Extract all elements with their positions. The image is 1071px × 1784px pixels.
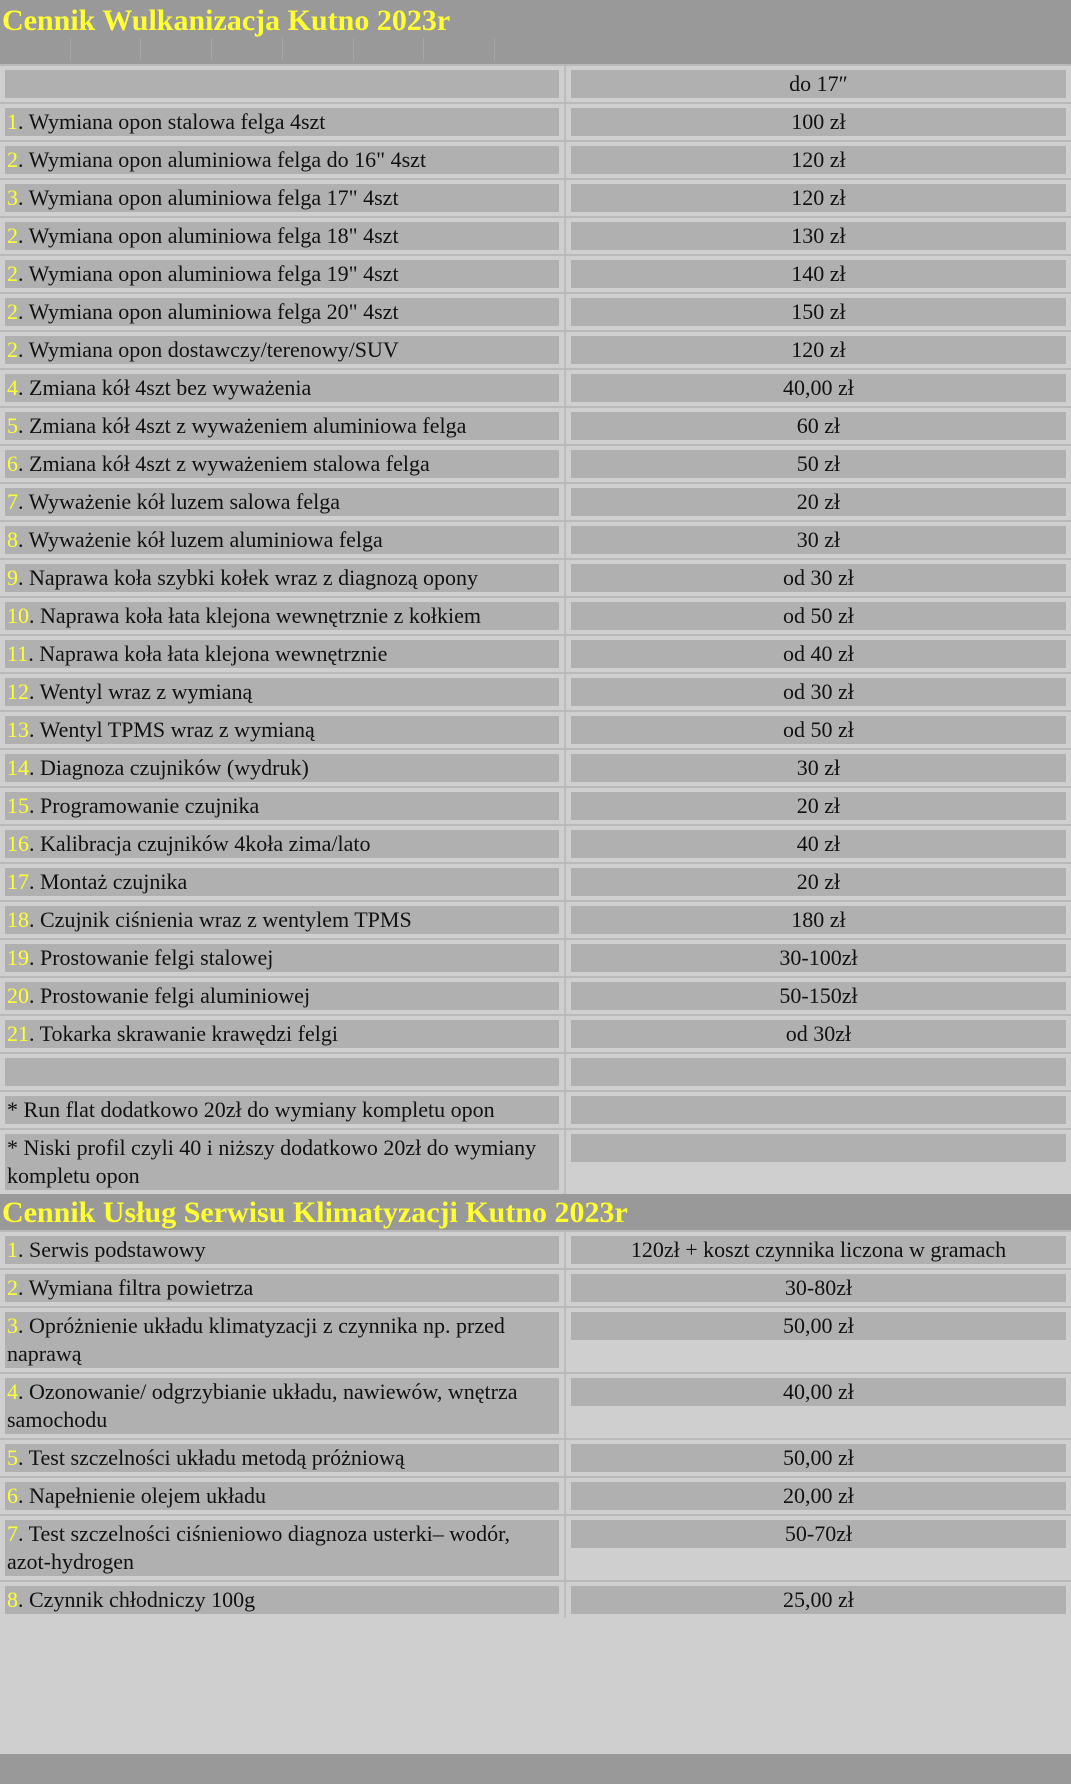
table-row — [0, 938, 1071, 976]
service-label — [5, 1378, 559, 1434]
tire-price-table — [0, 64, 1071, 1194]
table-row — [0, 292, 1071, 330]
service-price: od 30 zł — [571, 564, 1066, 592]
item-number: 3 — [7, 185, 18, 210]
service-label — [5, 1586, 559, 1614]
item-number: 7 — [7, 1521, 18, 1546]
service-price: 120 zł — [571, 184, 1066, 212]
service-label — [5, 944, 559, 972]
service-name: . Wymiana opon dostawczy/terenowy/SUV — [18, 337, 399, 362]
service-price: 100 zł — [571, 108, 1066, 136]
table-row — [0, 520, 1071, 558]
service-label — [5, 982, 559, 1010]
service-name: . Wymiana opon aluminiowa felga 17" 4szt — [18, 185, 399, 210]
service-price: od 40 zł — [571, 640, 1066, 668]
service-label — [5, 298, 559, 326]
item-number: 19 — [7, 945, 29, 970]
blank-cell — [571, 1058, 1066, 1086]
service-label — [5, 1444, 559, 1472]
table-row — [0, 596, 1071, 634]
tire-title: Cennik Wulkanizacja Kutno 2023r — [2, 4, 451, 37]
table-row — [0, 482, 1071, 520]
service-price: 20 zł — [571, 868, 1066, 896]
header-blank — [5, 70, 559, 98]
ac-title: Cennik Usług Serwisu Klimatyzacji Kutno 2023r — [2, 1196, 628, 1229]
service-name: . Wentyl wraz z wymianą — [29, 679, 253, 704]
service-name: . Wyważenie kół luzem salowa felga — [18, 489, 341, 514]
item-number: 9 — [7, 565, 18, 590]
service-name: . Wymiana opon aluminiowa felga 19" 4szt — [18, 261, 399, 286]
table-row — [0, 330, 1071, 368]
banner-strip — [0, 38, 495, 60]
bottom-bar — [0, 1754, 1071, 1784]
service-label — [5, 754, 559, 782]
service-price: 20,00 zł — [571, 1482, 1066, 1510]
table-row — [0, 1306, 1071, 1372]
service-price: 20 zł — [571, 488, 1066, 516]
item-number: 1 — [7, 1237, 18, 1262]
service-label — [5, 374, 559, 402]
item-number: 2 — [7, 147, 18, 172]
service-label — [5, 830, 559, 858]
item-number: 7 — [7, 489, 18, 514]
item-number: 15 — [7, 793, 29, 818]
note-text: * Run flat dodatkowo 20zł do wymiany kompletu opon — [5, 1096, 559, 1124]
table-row — [0, 1230, 1071, 1268]
service-price: 120 zł — [571, 336, 1066, 364]
item-number: 14 — [7, 755, 29, 780]
table-row — [0, 368, 1071, 406]
service-label — [5, 488, 559, 516]
service-name: . Wymiana opon aluminiowa felga 18" 4szt — [18, 223, 399, 248]
item-number: 2 — [7, 223, 18, 248]
service-name: . Wymiana opon stalowa felga 4szt — [18, 109, 326, 134]
service-price: 140 zł — [571, 260, 1066, 288]
table-row — [0, 1438, 1071, 1476]
item-number: 20 — [7, 983, 29, 1008]
service-price: od 30zł — [571, 1020, 1066, 1048]
item-number: 2 — [7, 337, 18, 362]
service-price: 60 zł — [571, 412, 1066, 440]
table-row — [0, 824, 1071, 862]
service-label — [5, 602, 559, 630]
table-row — [0, 710, 1071, 748]
service-label — [5, 108, 559, 136]
service-label — [5, 526, 559, 554]
item-number: 8 — [7, 1587, 18, 1612]
service-price: 50 zł — [571, 450, 1066, 478]
table-row — [0, 1476, 1071, 1514]
service-name: . Naprawa koła łata klejona wewnętrznie — [28, 641, 388, 666]
note-row — [0, 1090, 1071, 1128]
item-number: 2 — [7, 261, 18, 286]
service-name: . Opróżnienie układu klimatyzacji z czynnika np. przed naprawą — [7, 1313, 505, 1366]
service-price: 20 zł — [571, 792, 1066, 820]
table-row — [0, 1514, 1071, 1580]
note-text: * Niski profil czyli 40 i niższy dodatkowo 20zł do wymiany kompletu opon — [5, 1134, 559, 1190]
service-price: 25,00 zł — [571, 1586, 1066, 1614]
service-price: 40 zł — [571, 830, 1066, 858]
table-row — [0, 216, 1071, 254]
item-number: 11 — [7, 641, 29, 666]
item-number: 6 — [7, 1483, 18, 1508]
item-number: 5 — [7, 1445, 18, 1470]
table-row — [0, 748, 1071, 786]
service-name: . Prostowanie felgi stalowej — [29, 945, 274, 970]
item-number: 17 — [7, 869, 29, 894]
service-price: od 30 zł — [571, 678, 1066, 706]
service-label — [5, 640, 559, 668]
item-number: 21 — [7, 1021, 29, 1046]
service-name: . Ozonowanie/ odgrzybianie układu, nawiewów, wnętrza samochodu — [7, 1379, 518, 1432]
service-label — [5, 716, 559, 744]
item-number: 8 — [7, 527, 18, 552]
service-name: . Wentyl TPMS wraz z wymianą — [29, 717, 315, 742]
table-row — [0, 672, 1071, 710]
header-price: do 17″ — [571, 70, 1066, 98]
item-number: 1 — [7, 109, 18, 134]
service-name: . Montaż czujnika — [29, 869, 188, 894]
service-price: 180 zł — [571, 906, 1066, 934]
service-label — [5, 564, 559, 592]
service-price: 150 zł — [571, 298, 1066, 326]
service-price: 50-70zł — [571, 1520, 1066, 1548]
table-row — [0, 634, 1071, 672]
service-price: 40,00 zł — [571, 374, 1066, 402]
tire-banner — [0, 0, 1071, 64]
service-label — [5, 1274, 559, 1302]
service-name: . Zmiana kół 4szt z wyważeniem stalowa felga — [18, 451, 430, 476]
item-number: 3 — [7, 1313, 18, 1338]
service-label — [5, 1020, 559, 1048]
service-name: . Zmiana kół 4szt bez wyważenia — [18, 375, 312, 400]
item-number: 4 — [7, 1379, 18, 1404]
service-name: . Naprawa koła łata klejona wewnętrznie z kołkiem — [29, 603, 482, 628]
service-label — [5, 146, 559, 174]
service-name: . Wymiana opon aluminiowa felga 20" 4szt — [18, 299, 399, 324]
service-label — [5, 412, 559, 440]
service-label — [5, 1520, 559, 1576]
table-row — [0, 558, 1071, 596]
service-label — [5, 792, 559, 820]
service-name: . Prostowanie felgi aluminiowej — [29, 983, 311, 1008]
table-row — [0, 406, 1071, 444]
service-price: 120 zł — [571, 146, 1066, 174]
ac-banner — [0, 1194, 1071, 1230]
service-name: . Czujnik ciśnienia wraz z wentylem TPMS — [29, 907, 412, 932]
table-row — [0, 444, 1071, 482]
service-price: 30 zł — [571, 754, 1066, 782]
service-price: 40,00 zł — [571, 1378, 1066, 1406]
service-label — [5, 868, 559, 896]
note-row — [0, 1128, 1071, 1194]
service-name: . Serwis podstawowy — [18, 1237, 206, 1262]
item-number: 13 — [7, 717, 29, 742]
blank-cell — [571, 1096, 1066, 1124]
service-label — [5, 1482, 559, 1510]
item-number: 5 — [7, 413, 18, 438]
item-number: 2 — [7, 299, 18, 324]
service-label — [5, 222, 559, 250]
service-name: . Naprawa koła szybki kołek wraz z diagnozą opony — [18, 565, 479, 590]
table-row — [0, 1580, 1071, 1618]
table-row — [0, 1014, 1071, 1052]
service-price: 120zł + koszt czynnika liczona w gramach — [571, 1236, 1066, 1264]
service-name: . Wymiana filtra powietrza — [18, 1275, 254, 1300]
ac-price-table — [0, 1230, 1071, 1618]
service-name: . Kalibracja czujników 4koła zima/lato — [29, 831, 371, 856]
service-name: . Diagnoza czujników (wydruk) — [29, 755, 309, 780]
service-price: 30-80zł — [571, 1274, 1066, 1302]
table-row — [0, 786, 1071, 824]
service-name: . Zmiana kół 4szt z wyważeniem aluminiowa felga — [18, 413, 467, 438]
blank-cell — [5, 1058, 559, 1086]
table-header-row — [0, 64, 1071, 102]
item-number: 16 — [7, 831, 29, 856]
item-number: 6 — [7, 451, 18, 476]
table-row — [0, 1268, 1071, 1306]
item-number: 4 — [7, 375, 18, 400]
service-price: 130 zł — [571, 222, 1066, 250]
blank-row — [0, 1052, 1071, 1090]
service-price: 50,00 zł — [571, 1444, 1066, 1472]
service-label — [5, 1312, 559, 1368]
table-row — [0, 102, 1071, 140]
blank-cell — [571, 1134, 1066, 1162]
service-price: od 50 zł — [571, 602, 1066, 630]
item-number: 18 — [7, 907, 29, 932]
service-price: 30 zł — [571, 526, 1066, 554]
table-row — [0, 900, 1071, 938]
service-label — [5, 1236, 559, 1264]
table-row — [0, 178, 1071, 216]
service-label — [5, 336, 559, 364]
item-number: 2 — [7, 1275, 18, 1300]
service-label — [5, 260, 559, 288]
service-name: . Test szczelności układu metodą próżniową — [18, 1445, 405, 1470]
service-price: 30-100zł — [571, 944, 1066, 972]
service-label — [5, 184, 559, 212]
service-name: . Wymiana opon aluminiowa felga do 16" 4szt — [18, 147, 427, 172]
service-name: . Tokarka skrawanie krawędzi felgi — [29, 1021, 338, 1046]
service-price: od 50 zł — [571, 716, 1066, 744]
service-price: 50,00 zł — [571, 1312, 1066, 1340]
service-label — [5, 450, 559, 478]
service-name: . Wyważenie kół luzem aluminiowa felga — [18, 527, 383, 552]
table-row — [0, 976, 1071, 1014]
table-row — [0, 1372, 1071, 1438]
service-name: . Czynnik chłodniczy 100g — [18, 1587, 256, 1612]
item-number: 10 — [7, 603, 29, 628]
table-row — [0, 254, 1071, 292]
service-name: . Napełnienie olejem układu — [18, 1483, 267, 1508]
service-label — [5, 906, 559, 934]
table-row — [0, 140, 1071, 178]
service-price: 50-150zł — [571, 982, 1066, 1010]
item-number: 12 — [7, 679, 29, 704]
service-label — [5, 678, 559, 706]
service-name: . Programowanie czujnika — [29, 793, 260, 818]
service-name: . Test szczelności ciśnieniowo diagnoza usterki– wodór, azot-hydrogen — [7, 1521, 511, 1574]
table-row — [0, 862, 1071, 900]
